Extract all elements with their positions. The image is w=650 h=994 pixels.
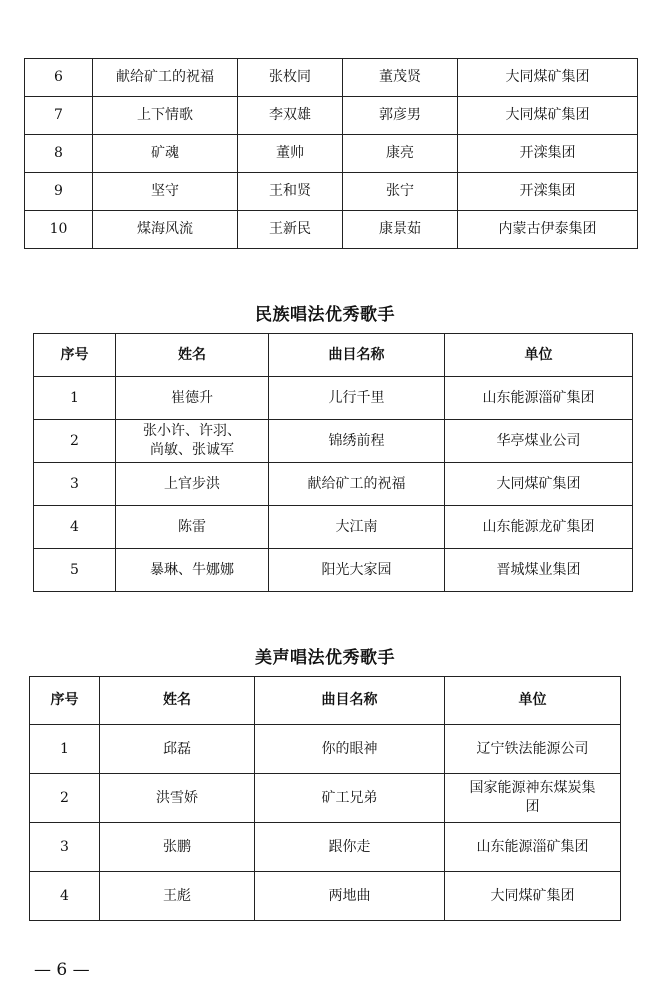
table-row: [25, 211, 638, 249]
table-row: [25, 59, 638, 97]
cell-song: 矿魂: [93, 135, 238, 173]
cell-unit: 山东能源淄矿集团: [445, 823, 621, 872]
table-row: [30, 823, 621, 872]
cell-index: 9: [25, 173, 93, 211]
header-unit: 单位: [445, 677, 621, 725]
header-name: 姓名: [100, 677, 255, 725]
cell-index: 10: [25, 211, 93, 249]
cell-index: 1: [30, 725, 100, 774]
table-row: [34, 549, 633, 592]
cell-song: 大江南: [269, 506, 445, 549]
cell-index: 1: [34, 377, 116, 420]
header-name: 姓名: [116, 334, 269, 377]
cell-name: 崔德升: [116, 377, 269, 420]
cell-name: 洪雪娇: [100, 774, 255, 823]
cell-index: 5: [34, 549, 116, 592]
cell-unit: 山东能源淄矿集团: [445, 377, 633, 420]
folk-table-body: [34, 377, 633, 592]
header-unit: 单位: [445, 334, 633, 377]
cell-name: 上官步洪: [116, 463, 269, 506]
cell-song: 献给矿工的祝福: [269, 463, 445, 506]
cell-name: 邱磊: [100, 725, 255, 774]
folk-singers-table: [33, 333, 633, 592]
table-row: [30, 725, 621, 774]
cell-unit: 晋城煤业集团: [445, 549, 633, 592]
table-row: [25, 97, 638, 135]
table-row: [25, 135, 638, 173]
song-table: [24, 58, 638, 249]
cell-lyricist: 王和贤: [238, 173, 343, 211]
cell-unit: 山东能源龙矿集团: [445, 506, 633, 549]
header-song: 曲目名称: [269, 334, 445, 377]
bel-canto-table-body: [30, 725, 621, 921]
cell-song: 锦绣前程: [269, 420, 445, 463]
bel-canto-table-header: [30, 677, 621, 725]
cell-index: 4: [34, 506, 116, 549]
cell-unit: 国家能源神东煤炭集 团: [445, 774, 621, 823]
section-title-folk: 民族唱法优秀歌手: [255, 305, 395, 325]
table-row: [30, 872, 621, 921]
cell-song: 儿行千里: [269, 377, 445, 420]
cell-index: 7: [25, 97, 93, 135]
cell-name: 张鹏: [100, 823, 255, 872]
cell-song: 上下情歌: [93, 97, 238, 135]
cell-index: 6: [25, 59, 93, 97]
table-row: [34, 506, 633, 549]
cell-index: 3: [30, 823, 100, 872]
cell-unit: 大同煤矿集团: [458, 97, 638, 135]
cell-unit: 大同煤矿集团: [458, 59, 638, 97]
header-index: 序号: [34, 334, 116, 377]
table-row: [34, 463, 633, 506]
cell-lyricist: 张枚同: [238, 59, 343, 97]
cell-unit: 辽宁铁法能源公司: [445, 725, 621, 774]
cell-composer: 康景茹: [343, 211, 458, 249]
cell-song: 两地曲: [255, 872, 445, 921]
cell-composer: 张宁: [343, 173, 458, 211]
folk-table-header: [34, 334, 633, 377]
cell-lyricist: 董帅: [238, 135, 343, 173]
table-row: [34, 377, 633, 420]
cell-index: 2: [30, 774, 100, 823]
header-song: 曲目名称: [255, 677, 445, 725]
cell-composer: 康亮: [343, 135, 458, 173]
cell-song: 煤海风流: [93, 211, 238, 249]
cell-unit: 大同煤矿集团: [445, 872, 621, 921]
cell-lyricist: 李双雄: [238, 97, 343, 135]
cell-song: 坚守: [93, 173, 238, 211]
page-number: — 6 —: [34, 960, 90, 980]
cell-unit: 内蒙古伊泰集团: [458, 211, 638, 249]
cell-song: 阳光大家园: [269, 549, 445, 592]
cell-name: 暴琳、牛娜娜: [116, 549, 269, 592]
cell-song: 跟你走: [255, 823, 445, 872]
cell-song: 你的眼神: [255, 725, 445, 774]
cell-index: 8: [25, 135, 93, 173]
cell-lyricist: 王新民: [238, 211, 343, 249]
table-row: [34, 420, 633, 463]
song-table-body: [25, 59, 638, 249]
cell-index: 3: [34, 463, 116, 506]
cell-name: 张小许、许羽、 尚敏、张诚军: [116, 420, 269, 463]
cell-composer: 郭彦男: [343, 97, 458, 135]
cell-index: 2: [34, 420, 116, 463]
cell-unit: 开滦集团: [458, 135, 638, 173]
header-index: 序号: [30, 677, 100, 725]
cell-name: 王彪: [100, 872, 255, 921]
cell-index: 4: [30, 872, 100, 921]
cell-name: 陈雷: [116, 506, 269, 549]
bel-canto-singers-table: [29, 676, 621, 921]
section-title-bel-canto: 美声唱法优秀歌手: [255, 648, 395, 668]
cell-unit: 华亭煤业公司: [445, 420, 633, 463]
cell-song: 献给矿工的祝福: [93, 59, 238, 97]
table-row: [30, 774, 621, 823]
cell-song: 矿工兄弟: [255, 774, 445, 823]
cell-composer: 董茂贤: [343, 59, 458, 97]
cell-unit: 开滦集团: [458, 173, 638, 211]
cell-unit: 大同煤矿集团: [445, 463, 633, 506]
table-row: [25, 173, 638, 211]
